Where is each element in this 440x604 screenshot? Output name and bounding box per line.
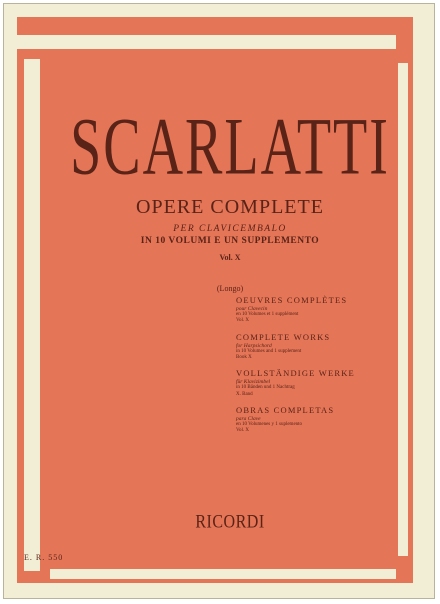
- plate-number: E. R. 550: [24, 553, 64, 562]
- publisher-name: RICORDI: [195, 512, 265, 533]
- lang-line: X. Band: [236, 391, 253, 397]
- lang-line: Book X: [236, 355, 252, 361]
- lang-block-french: [236, 295, 386, 325]
- cream-band-bottom: [50, 569, 396, 579]
- lang-line: para Clave: [236, 415, 261, 422]
- lang-line: pour Clavecin: [236, 306, 268, 312]
- lang-title: OEUVRES COMPLÈTES: [236, 295, 348, 305]
- lang-line: Vol. X: [236, 428, 249, 434]
- cream-band-left: [24, 59, 40, 571]
- lang-title: VOLLSTÄNDIGE WERKE: [236, 368, 355, 379]
- instrument-subtitle: PER CLAVICEMBALO: [173, 224, 287, 234]
- composer-name: SCARLATTI: [70, 102, 390, 193]
- lang-title: OBRAS COMPLETAS: [236, 404, 335, 415]
- lang-line: en 10 Volumes et 1 supplément: [236, 312, 299, 318]
- lang-block-german: [236, 368, 386, 398]
- lang-line: for Harpsichord: [236, 342, 272, 349]
- lang-line: in 10 Volumes and 1 supplement: [236, 348, 302, 354]
- volume-label: Vol. X: [219, 253, 241, 262]
- lang-block-english: [236, 332, 386, 362]
- cream-band-top: [17, 35, 396, 49]
- catalog-label: (Longo): [216, 284, 244, 293]
- work-title: OPERE COMPLETE: [136, 196, 324, 218]
- lang-block-spanish: [236, 405, 386, 435]
- lang-line: für Klavizimbel: [236, 379, 271, 386]
- language-titles: [236, 295, 386, 441]
- lang-line: en 10 Volumenes y 1 suplemento: [236, 422, 303, 428]
- volumes-subtitle: IN 10 VOLUMI E UN SUPPLEMENTO: [140, 236, 320, 246]
- lang-line: in 10 Bänden und 1 Nachtrag: [236, 385, 295, 391]
- lang-line: Vol. X: [236, 318, 249, 324]
- lang-title: COMPLETE WORKS: [236, 331, 331, 342]
